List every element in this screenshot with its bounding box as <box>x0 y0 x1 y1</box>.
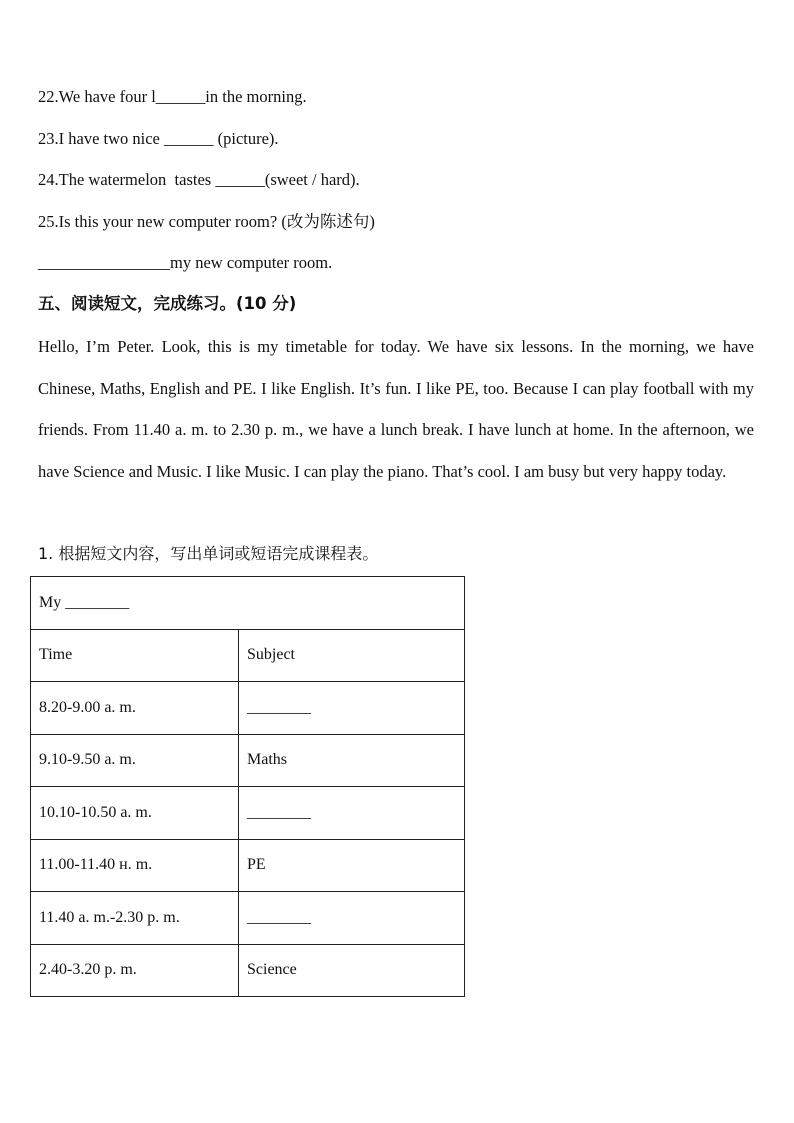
subject-cell: Maths <box>239 734 465 787</box>
reading-passage: Hello, I’m Peter. Look, this is my timetable for today. We have six lessons. In the morning, we have Chinese, Maths, English and PE. I like English. It’s fun. I like PE, too. Because I can play football with my friends. From 11.40 a. m. to 2.30 p. m., we have a lunch break. I have lunch at home. In the afternoon, we have Science and Music. I like Music. I can play the piano. That’s cool. I am busy but very happy today. <box>38 337 754 481</box>
table-row <box>31 892 465 945</box>
table-title-row <box>31 577 465 630</box>
header-subject: Subject <box>239 629 465 682</box>
question-25: 25.Is this your new computer room? (改为陈述句) <box>38 212 375 231</box>
subject-cell-blank[interactable]: ________ <box>239 787 465 840</box>
table-row <box>31 682 465 735</box>
table-row <box>31 734 465 787</box>
time-cell: 11.40 a. m.-2.30 p. m. <box>31 892 239 945</box>
subject-cell-blank[interactable]: ________ <box>239 682 465 735</box>
table-title[interactable]: My ________ <box>31 577 465 630</box>
table-row <box>31 944 465 997</box>
time-cell: 11.00-11.40 н. m. <box>31 839 239 892</box>
subject-cell-blank[interactable]: ________ <box>239 892 465 945</box>
time-cell: 8.20-9.00 a. m. <box>31 682 239 735</box>
subject-cell: PE <box>239 839 465 892</box>
question-23: 23.I have two nice ______ (picture). <box>38 129 279 148</box>
header-time: Time <box>31 629 239 682</box>
time-cell: 10.10-10.50 a. m. <box>31 787 239 840</box>
time-cell: 9.10-9.50 a. m. <box>31 734 239 787</box>
task-instruction: 1. 根据短文内容，写出单词或短语完成课程表。 <box>38 544 379 563</box>
question-25-answer-line: ________________my new computer room. <box>38 253 333 272</box>
table-header-row <box>31 629 465 682</box>
question-24: 24.The watermelon tastes ______(sweet / hard). <box>38 170 360 189</box>
question-22: 22.We have four l______in the morning. <box>38 87 307 106</box>
subject-cell: Science <box>239 944 465 997</box>
table-row <box>31 839 465 892</box>
timetable <box>30 576 465 997</box>
table-row <box>31 787 465 840</box>
time-cell: 2.40-3.20 p. m. <box>31 944 239 997</box>
section-heading: 五、阅读短文，完成练习。(10 分) <box>38 294 297 313</box>
